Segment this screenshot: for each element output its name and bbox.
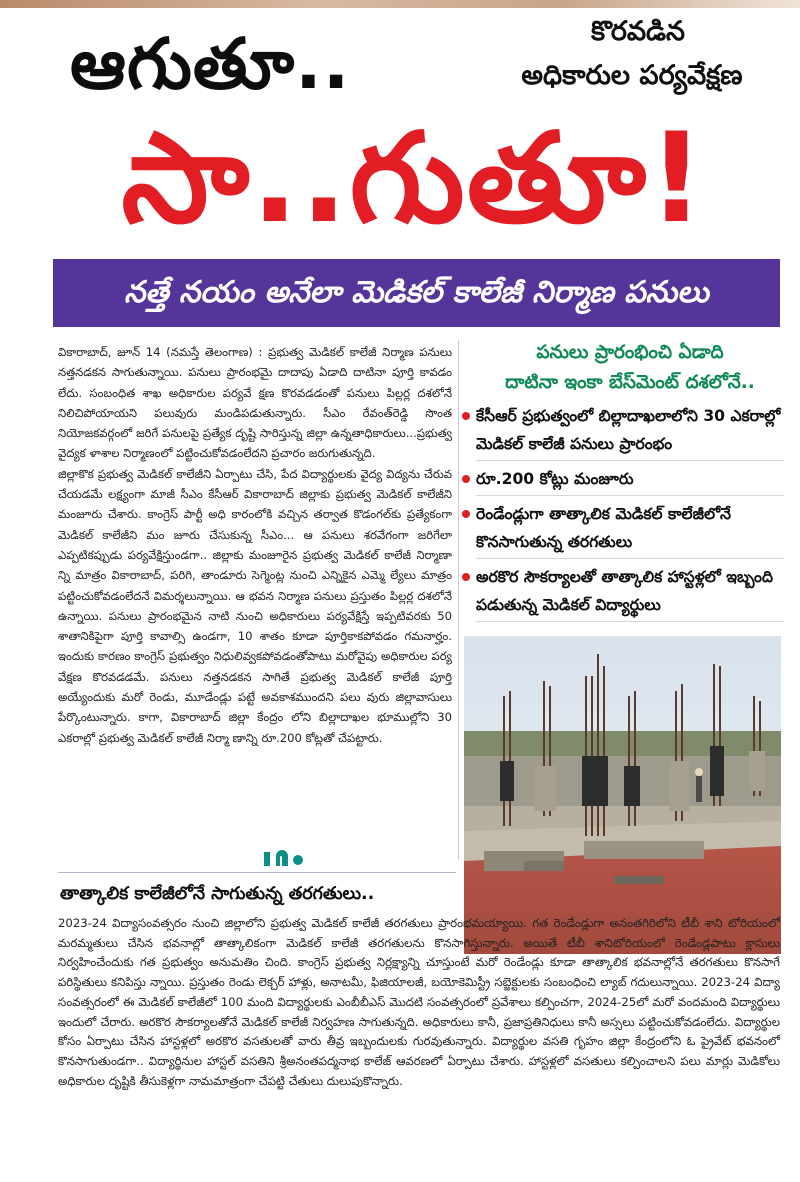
headline-side-line2: అధికారుల పర్యవేక్షణ [521,60,743,91]
sidebar-heading [470,338,790,398]
section-divider [58,872,456,873]
bullet-item [462,402,784,461]
article-paragraph-1: వికారాబాద్, జూన్ 14 (నమస్తే తెలంగాణ) : ప్రభుత్వ మెడికల్ కాలేజీ నిర్మాణ పనులు నత్తనడకన సాగుతున్నాయి. పనులు ప్రారంభమై దాదాపు ఏడాది దాటినా పూర్తి కావడం లేదు. సంబంధిత శాఖ అధికారుల పర్యవే క్షణ కొరవడడంతో పనులు పిల్లర్ల దశలోనే నిలిచిపోయాయని పలువురు మండిపడుతున్నారు. సీఎం రేవంత్‌రెడ్డి సొంత నియోజకవర్గంలో జరిగే పనులపై ప్రత్యేక దృష్టి సారిస్తున్న జిల్లా ఉన్నతాధికారులు...ప్రభుత్వ వైద్యక ళాశాల నిర్మాణంలో పట్టించుకోవడంలేదని ప్రచారం జరుగుతున్నది. [58,345,452,461]
article-left-column [58,342,452,748]
bullet-item [462,465,784,496]
article-paragraph-3: 2023-24 విద్యాసంవత్సరం నుంచి జిల్లాలోని ప్రభుత్వ మెడికల్ కాలేజీ తరగతులు ప్రారంభమయ్యాయి. గత రెండేండ్లుగా అనంతగిరిలోని టీబీ శాని టోరియంలో మరమ్మతులు చేసిన భవనాల్లో తాత్కాలికంగా మెడికల్ కాలేజీ తరగతులను కొనసాగిస్తున్నారు. అయితే టీబీ శానిటోరియంలో రెండేండ్లపాటు క్లాసులు నిర్వహించేందుకు గత ప్రభుత్వం అనుమతిం చింది. కాంగ్రెస్ ప్రభుత్వ నిర్లక్ష్యాన్ని చూస్తుంటే మరో రెండేండ్లు కూడా తాత్కాలిక భవనాల్లోనే తరగతులు కొనసాగే పరిస్థితులు కనిపిస్తు న్నాయి. ప్రస్తుతం రెండు లెక్చర్ హాళ్లు, అనాటమీ, ఫిజియాలజీ, బయోకెమిస్ట్రీ సబ్జెక్టులకు సంబంధించి ల్యాబ్ గదులున్నాయి. 2023-24 విద్యా సంవత్సరంలో ఈ మెడికల్ కాలేజీలో 100 మంది విద్యార్థులకు ఎంబీబీఎస్ మొదటి సంవత్సరంలో ప్రవేశాలు కల్పించగా, 2024-25లో మరో వందమంది విద్యార్థులు ఇందులో చేరారు. అరకొర సౌకర్యాలతోనే మెడికల్ కాలేజీ నిర్వహణ సాగుతున్నది. అధికారులు కానీ, ప్రజాప్రతినిధులు కానీ అస్సలు పట్టించుకోవడంలేదు. విద్యార్థుల కోసం ఏర్పాటు చేసిన హాస్టళ్లలో అరకొర వసతులతో వారు తీవ్ర ఇబ్బందులకు గురవుతున్నారు. విద్యార్థుల వసతి గృహం జిల్లా కేంద్రంలోని ఓ ప్రైవేట్ భవనంలో కొనసాగుతుండగా.. విద్యార్థినుల హాస్టల్ వసతిని శ్రీఅనంతపద్మనాభ కాలేజ్ ఆవరణలో ఏర్పాటు చేశారు. హాస్టళ్లలో వసతులు కల్పించాలని పలు మార్లు మెడికోలు అధికారుల దృష్టికి తీసుకెళ్లగా నామమాత్రంగా చేపట్టి చేతులు దులుపుకొన్నారు. [58,916,780,1088]
column-divider [458,340,459,860]
sidebar-bullets [462,402,784,626]
bullet-text: కేసీఆర్ ప్రభుత్వంలో బిల్లాదాఖలాలోని 30 ఎకరాల్లో మెడికల్ కాలేజీ పనులు ప్రారంభం [476,407,781,453]
bullet-separator [476,558,784,559]
bullet-separator [476,495,784,496]
bullet-dot-icon [462,412,470,420]
namasthe-logo-icon [262,844,308,870]
sidebar-heading-line1: పనులు ప్రారంభించి ఏడాది [536,342,724,363]
bullet-text: అరకొర సౌకర్యాలతో తాత్కాలిక హాస్టళ్లలో ఇబ్బంది పడుతున్న మెడికల్ విద్యార్థులు [476,568,773,614]
headline-red: సా..గుతూ! [121,107,707,251]
bullet-separator [476,621,784,622]
bullet-dot-icon [462,573,470,581]
bullet-item [462,500,784,559]
bullet-dot-icon [462,475,470,483]
bullet-item [462,563,784,622]
article-paragraph-2: జిల్లాకొక ప్రభుత్వ మెడికల్ కాలేజీని ఏర్పాటు చేసి, పేద విద్యార్థులకు వైద్య విద్యను చేరువ చేయడమే లక్ష్యంగా మాజీ సీఎం కేసీఆర్ వికారాబాద్ జిల్లాకు ప్రభుత్వ మెడికల్ కాలేజీని మంజూరు చేశారు. కాంగ్రెస్ పార్టీ అధి కారంలోకి వచ్చిన తర్వాత కొడంగల్‌కు ప్రత్యేకంగా మెడికల్ కాలేజీని మం జూరు చేసుకున్న సీఎం... ఆ పనులు శరవేగంగా జరిగేలా ఎప్పటికప్పుడు పర్యవేక్షిస్తుండగా.. జిల్లాకు మంజూరైన ప్రభుత్వ మెడికల్ కాలేజీ నిర్మాణా న్ని మాత్రం వికారాబాద్, పరిగి, తాండూరు సెగ్మెంట్ల నుంచి ఎన్నికైన ఎమ్మె ల్యేలు మాత్రం పట్టించుకోవడంలేదనే విమర్శలున్నాయి. ఆ భవన నిర్మాణ పనులు ప్రస్తుతం పిల్లర్ల దశలోనే ఉన్నాయి. పనులు ప్రారంభమైన నాటి నుంచి అధికారులు పర్యవేక్షిస్తే ఇప్పటివరకు 50 శాతానికిపైగా పూర్తి కావాల్సి ఉండగా, 10 శాతం కూడా పూర్తికాకపోవడం గమనార్హం. ఇందుకు కారణం కాంగ్రెస్ ప్రభుత్వం నిధులివ్వకపోవడంతోపాటు మరోవైపు అధికారుల పర్య వేక్షణ కొరవడడమే. పనులు నత్తనడకన సాగితే ప్రభుత్వ మెడికల్ కాలేజీ పూర్తి అయ్యేందుకు మరో రెండు, మూడేండ్లు పట్టే అవకాశముందని పలు వురు జిల్లావాసులు పేర్కొంటున్నారు. కాగా, వికారాబాద్ జిల్లా కేంద్రం లోని బిల్లాదాఖల భూముల్లోని 30 ఎకరాల్లో ప్రభుత్వ మెడికల్ కాలేజీ నిర్మా ణాన్ని రూ.200 కోట్లతో చేపట్టారు. [58,466,452,745]
sidebar-heading-line2: దాటినా ఇంకా బేస్‌మెంట్ దశలోనే.. [505,372,755,393]
article-body [58,342,452,748]
bullet-separator [476,460,784,461]
subheading: తాత్కాలిక కాలేజీలోనే సాగుతున్న తరగతులు.. [60,884,375,904]
headline-banner [53,259,780,327]
headline-side-line1: కొరవడిన [591,16,685,47]
bullet-text: రెండేండ్లుగా తాత్కాలిక మెడికల్ కాలేజీలోనే కొనసాగుతున్న తరగతులు [476,505,731,551]
article-bottom-body [58,914,780,1091]
headline-black: ఆగుతూ.. [70,23,351,105]
bullet-text: రూ.200 కోట్లు మంజూరు [476,470,634,488]
bullet-dot-icon [462,510,470,518]
top-photo-strip [0,0,800,8]
construction-site-photo [464,636,781,954]
banner-text: నత్తే నయం అనేలా మెడికల్ కాలేజీ నిర్మాణ పనులు [124,275,709,310]
